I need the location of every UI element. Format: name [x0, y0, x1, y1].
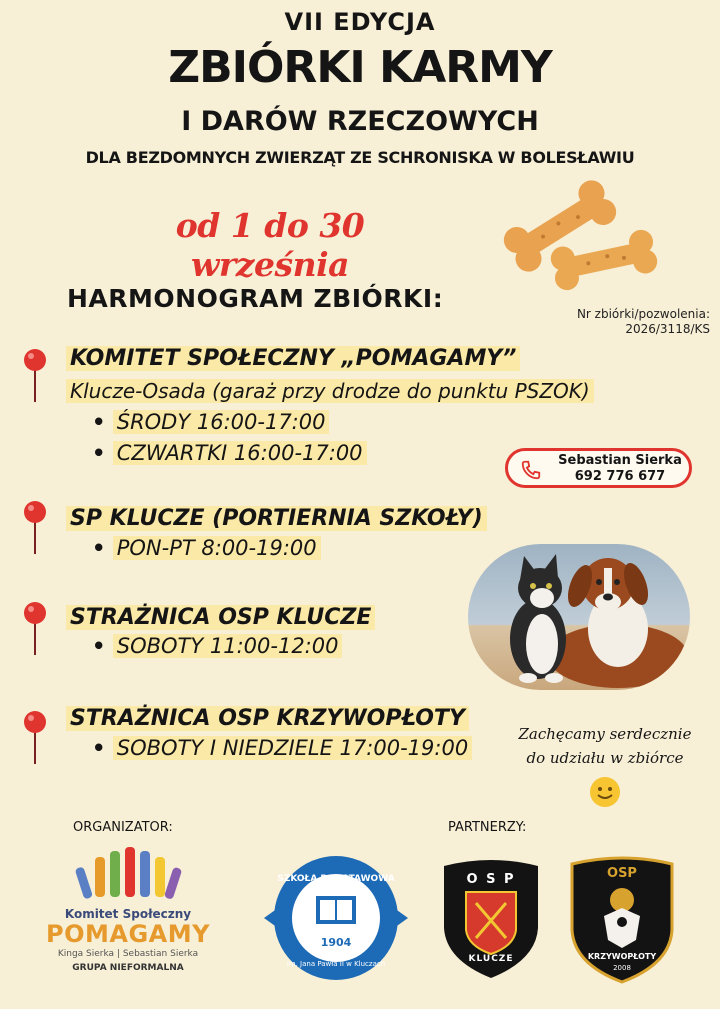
phone-icon [520, 459, 542, 481]
organizer-label: ORGANIZATOR: [73, 820, 173, 835]
location-osp-klucze: STRAŻNICA OSP KLUCZE [66, 605, 375, 630]
location-osp-klucze-time: • SOBOTY 11:00-12:00 [92, 634, 342, 658]
dog-and-cat-illustration [468, 544, 690, 690]
invitation-line: do udziału w zbiórce [526, 749, 684, 767]
hands-icon [38, 845, 218, 903]
schedule-heading: HARMONOGRAM ZBIÓRKI: [67, 284, 444, 313]
osp-krzywoploty-logo [566, 856, 678, 984]
permit-label: Nr zbiórki/pozwolenia: [576, 307, 710, 321]
osp-klucze-name: KLUCZE [468, 954, 514, 964]
location-osp-krzywoploty-time: • SOBOTY I NIEDZIELE 17:00-19:00 [92, 736, 472, 760]
poster-subline: DLA BEZDOMNYCH ZWIERZĄT ZE SCHRONISKA W BOLESŁAWIU [85, 148, 635, 167]
location-sp-klucze-time: • PON-PT 8:00-19:00 [92, 536, 321, 560]
pets-photo [468, 544, 690, 690]
location-komitet-time: • CZWARTKI 16:00-17:00 [92, 441, 367, 465]
map-pin-icon [22, 710, 48, 766]
school-patron: im. Jana Pawła II w Kluczach [286, 960, 386, 968]
map-pin-icon [22, 348, 48, 404]
osp-krzywoploty-name: KRZYWOPŁOTY [587, 952, 657, 961]
organizer-logo [38, 845, 218, 985]
location-sp-klucze: SP KLUCZE (PORTIERNIA SZKOŁY) [66, 506, 487, 531]
map-pin-icon [22, 601, 48, 657]
organizer-group: GRUPA NIEFORMALNA [72, 963, 184, 973]
school-year: 1904 [320, 936, 352, 949]
organizer-name-line2: POMAGAMY [46, 920, 210, 948]
osp-krzywoploty-top: OSP [607, 866, 637, 881]
contact-name: Sebastian Sierka [558, 453, 682, 468]
partners-label: PARTNERZY: [448, 820, 527, 835]
organizer-name-line1: Komitet Społeczny [64, 907, 192, 921]
contact-phone[interactable]: 692 776 677 [574, 469, 666, 484]
bones-illustration [500, 178, 660, 293]
invitation-line: Zachęcamy serdecznie [518, 725, 692, 743]
permit-value: 2026/3118/KS [625, 322, 710, 336]
smiley-icon [589, 776, 621, 808]
location-komitet-time: • ŚRODY 16:00-17:00 [92, 410, 329, 434]
poster-subtitle: I DARÓW RZECZOWYCH [181, 106, 539, 137]
location-komitet: KOMITET SPOŁECZNY „POMAGAMY” [66, 346, 520, 371]
organizer-people: Kinga Sierka | Sebastian Sierka [57, 949, 199, 959]
poster-title: ZBIÓRKI KARMY [168, 42, 552, 93]
date-range: od 1 do 30 września [175, 206, 365, 284]
location-osp-krzywoploty: STRAŻNICA OSP KRZYWOPŁOTY [66, 706, 469, 731]
permit-number [520, 307, 710, 337]
invitation-text [505, 722, 705, 770]
location-komitet-note: Klucze-Osada (garaż przy drodze do punktu PSZOK) [66, 379, 594, 403]
osp-klucze-top: O S P [466, 872, 516, 887]
contact-badge [505, 448, 692, 488]
map-pin-icon [22, 500, 48, 556]
school-logo [262, 852, 410, 984]
edition-label: VII EDYCJA [284, 8, 436, 36]
osp-krzywoploty-year: 2008 [613, 964, 631, 972]
school-name: SZKOŁA PODSTAWOWA [277, 874, 395, 884]
osp-klucze-logo [436, 858, 546, 980]
